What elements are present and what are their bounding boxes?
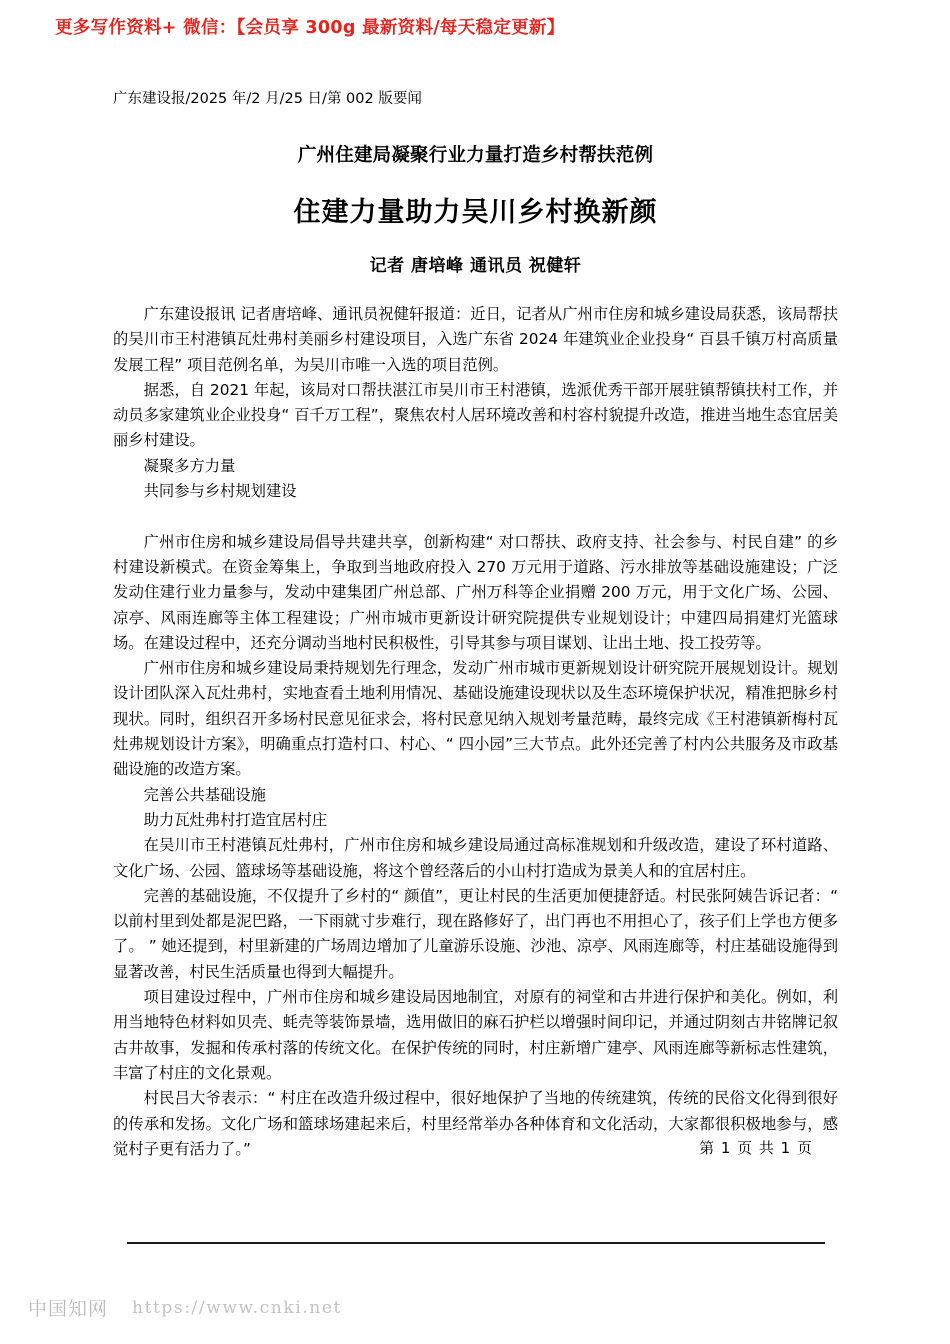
paragraph: 完善的基础设施，不仅提升了乡村的“ 颜值”，更让村民的生活更加便捷舒适。村民张阿姨告诉记者：“ 以前村里到处都是泥巴路，一下雨就寸步难行，现在路修好了，出门再也不用担心了，孩子们上学也方便多了。 ” 她还提到，村里新建的广场周边增加了儿童游乐设施、沙池、凉亭、风雨连廊等，村庄基础设施得到显著改善，村民生活质量也得到大幅提升。 [113, 886, 838, 981]
document-page [113, 88, 838, 1162]
section-heading-line: 凝聚多方力量 [143, 456, 236, 475]
paragraph: 项目建设过程中，广州市住房和城乡建设局因地制宜，对原有的祠堂和古井进行保护和美化。例如，利用当地特色材料如贝壳、蚝壳等装饰景墙，选用做旧的麻石护栏以增强时间印记，并通过阴刻古井铭牌记叙古井故事，发掘和传承村落的传统文化。在保护传统的同时，村庄新增广建亭、风雨连廊等新标志性建筑，丰富了村庄的文化景观。 [113, 988, 838, 1082]
promo-banner-text: 更多写作资料+ 微信：【会员享 300g 最新资料/每天稳定更新】 [55, 18, 565, 38]
masthead-source-line: 广东建设报/2025 年/2 月/25 日/第 002 版要闻 [113, 91, 422, 107]
article-byline: 记者 唐培峰 通讯员 祝健轩 [369, 256, 582, 276]
section-heading-line: 共同参与乡村规划建设 [143, 482, 297, 501]
cnki-logo-text: 中国知网 [28, 1298, 109, 1320]
paragraph: 广州市住房和城乡建设局秉持规划先行理念，发动广州市城市更新规划设计研究院开展规划设计。规划设计团队深入瓦灶弗村，实地查看土地利用情况、基础设施建设现状以及生态环境保护状况，精准把脉乡村现状。同时，组织召开多场村民意见征求会，将村民意见纳入规划考量范畴，最终完成《王村港镇新梅村瓦灶弗规划设计方案》，明确重点打造村口、村心、“ 四小园”三大节点。此外还完善了村内公共服务及市政基础设施的改造方案。 [113, 659, 838, 779]
section-heading-line: 助力瓦灶弗村打造宜居村庄 [143, 810, 328, 829]
article-body [113, 302, 838, 1162]
blank-line [113, 504, 838, 529]
paragraph: 在吴川市王村港镇瓦灶弗村，广州市住房和城乡建设局通过高标准规划和升级改造，建设了环村道路、文化广场、公园、篮球场等基础设施，将这个曾经落后的小山村打造成为景美人和的宜居村庄。 [113, 836, 838, 880]
paragraph: 广州市住房和城乡建设局倡导共建共享，创新构建“ 对口帮扶、政府支持、社会参与、村民自建” 的乡村建设新模式。在资金筹集上，争取到当地政府投入 270 万元用于道路、污水排放等基础设施建设；广泛发动住建行业力量参与，发动中建集团广州总部、广州万科等企业捐赠 200 万元，用于文化广场、公园、凉亭、风雨连廊等主体工程建设；广州市城市更新设计研究院提供专业规划设计；中建四局捐建灯光篮球场。在建设过程中，还充分调动当地村民积极性，引导其参与项目谋划、让出土地、投工投劳等。 [113, 532, 838, 652]
cnki-url-text: https://www.cnki.net [132, 1297, 342, 1318]
page-number-footer: 第 1 页 共 1 页 [699, 1139, 813, 1157]
article-kicker: 广州住建局凝聚行业力量打造乡村帮扶范例 [297, 145, 654, 166]
cnki-watermark [28, 1294, 342, 1321]
section-heading-line: 完善公共基础设施 [143, 785, 266, 804]
page-title: 住建力量助力吴川乡村换新颜 [293, 197, 658, 228]
paragraph: 据悉，自 2021 年起，该局对口帮扶湛江市吴川市王村港镇，选派优秀干部开展驻镇帮镇扶村工作，并动员多家建筑业企业投身“ 百千万工程”，聚焦农村人居环境改善和村容村貌提升改造，推进当地生态宜居美丽乡村建设。 [113, 380, 838, 450]
paragraph: 村民吕大爷表示：“ 村庄在改造升级过程中，很好地保护了当地的传统建筑，传统的民俗文化得到很好的传承和发扬。文化广场和篮球场建起来后，村里经常举办各种体育和文化活动，大家都很积极地参与，感觉村子更有活力了。” [113, 1089, 838, 1158]
footer-divider [127, 1242, 825, 1244]
paragraph: 广东建设报讯 记者唐培峰、通讯员祝健轩报道：近日，记者从广州市住房和城乡建设局获悉，该局帮扶的吴川市王村港镇瓦灶弗村美丽乡村建设项目，入选广东省 2024 年建筑业企业投身“ 百县千镇万村高质量发展工程” 项目范例名单，为吴川市唯一入选的项目范例。 [113, 305, 838, 374]
